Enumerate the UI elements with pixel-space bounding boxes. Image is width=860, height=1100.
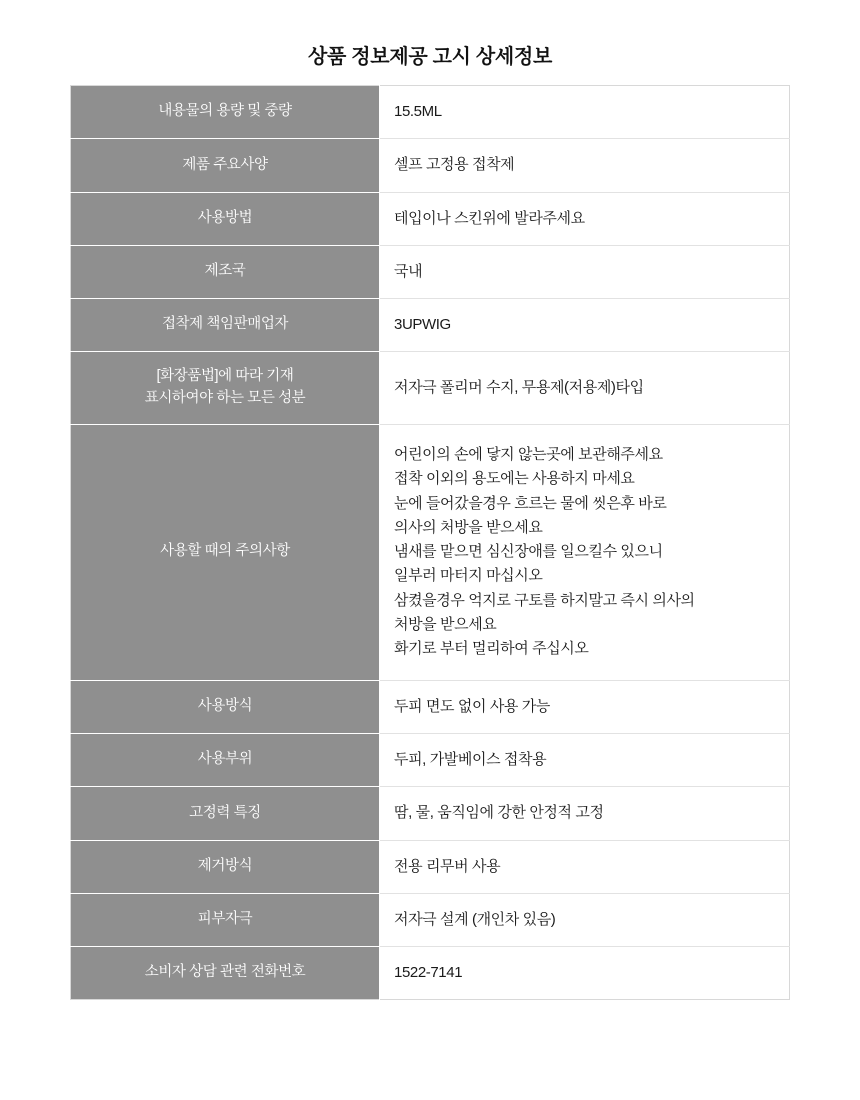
spec-value-line: 15.5ML bbox=[394, 103, 442, 120]
spec-value-cell bbox=[380, 840, 790, 893]
product-info-table bbox=[70, 85, 790, 1000]
spec-value-line: 냄새를 맡으면 심신장애를 일으킬수 있으니 bbox=[394, 543, 663, 561]
spec-value-cell bbox=[380, 424, 790, 680]
spec-value-line: 테입이나 스킨위에 발라주세요 bbox=[394, 209, 585, 227]
spec-label-line: 제품 주요사양 bbox=[182, 156, 268, 173]
spec-value-cell bbox=[380, 947, 790, 1000]
spec-value-cell bbox=[380, 299, 790, 352]
table-row bbox=[71, 299, 790, 352]
spec-label-cell bbox=[71, 947, 380, 1000]
spec-label-cell bbox=[71, 680, 380, 733]
spec-label-cell bbox=[71, 733, 380, 786]
spec-value-line: 땀, 물, 움직임에 강한 안정적 고정 bbox=[394, 804, 604, 822]
spec-value-cell bbox=[380, 787, 790, 840]
spec-label-line: 사용부위 bbox=[197, 751, 253, 768]
spec-value-line: 1522-7141 bbox=[394, 964, 463, 982]
table-row bbox=[71, 840, 790, 893]
page-title: 상품 정보제공 고시 상세정보 bbox=[307, 46, 552, 68]
table-row bbox=[71, 680, 790, 733]
spec-label-cell bbox=[71, 893, 380, 946]
spec-value-line: 전용 리무버 사용 bbox=[394, 857, 501, 875]
table-row bbox=[71, 893, 790, 946]
spec-value-line: 의사의 처방을 받으세요 bbox=[394, 518, 543, 536]
bottom-spacer bbox=[0, 1000, 860, 1100]
spec-label-cell bbox=[71, 245, 380, 298]
spec-value-cell bbox=[380, 192, 790, 245]
spec-label-cell bbox=[71, 139, 380, 192]
spec-label-cell bbox=[71, 787, 380, 840]
spec-label-cell bbox=[71, 86, 380, 139]
spec-value-cell bbox=[380, 86, 790, 139]
table-row bbox=[71, 192, 790, 245]
spec-label-line: 사용방식 bbox=[197, 697, 253, 714]
spec-label-cell bbox=[71, 299, 380, 352]
table-row bbox=[71, 86, 790, 139]
spec-value-line: 국내 bbox=[394, 262, 423, 280]
spec-value-cell bbox=[380, 352, 790, 425]
spec-label-line: 제조국 bbox=[204, 263, 246, 280]
spec-table-body bbox=[71, 86, 790, 1000]
spec-value-line: 눈에 들어갔을경우 흐르는 물에 씻은후 바로 bbox=[394, 494, 667, 512]
spec-label-cell bbox=[71, 840, 380, 893]
spec-label-cell bbox=[71, 352, 380, 425]
spec-value-line: 저자극 설계 (개인차 있음) bbox=[394, 910, 556, 928]
spec-label-line: 표시하여야 하는 모든 성분 bbox=[144, 390, 306, 407]
spec-value-line: 두피 면도 없이 사용 가능 bbox=[394, 697, 550, 715]
table-row bbox=[71, 139, 790, 192]
table-row bbox=[71, 733, 790, 786]
spec-value-line: 접착 이외의 용도에는 사용하지 마세요 bbox=[394, 470, 635, 488]
spec-value-line: 어린이의 손에 닿지 않는곳에 보관해주세요 bbox=[394, 445, 663, 463]
spec-label-cell bbox=[71, 192, 380, 245]
spec-label-line: 고정력 특징 bbox=[189, 804, 261, 821]
spec-value-line: 저자극 폴리머 수지, 무용제(저용제)타입 bbox=[394, 379, 644, 397]
table-row bbox=[71, 424, 790, 680]
spec-label-line: 피부자극 bbox=[197, 911, 253, 928]
spec-value-line: 삼켰을경우 억지로 구토를 하지말고 즉시 의사의 bbox=[394, 591, 695, 609]
table-row bbox=[71, 245, 790, 298]
spec-value-line: 처방을 받으세요 bbox=[394, 616, 497, 634]
spec-label-line: 접착제 책임판매업자 bbox=[161, 316, 289, 333]
spec-label-line: 사용방법 bbox=[197, 209, 253, 226]
spec-value-cell bbox=[380, 245, 790, 298]
table-row bbox=[71, 787, 790, 840]
spec-label-line: 소비자 상담 관련 전화번호 bbox=[144, 964, 306, 981]
spec-label-line: 제거방식 bbox=[197, 857, 253, 874]
spec-table-wrapper bbox=[70, 85, 790, 1000]
spec-label-cell bbox=[71, 424, 380, 680]
spec-value-line: 3UPWIG bbox=[394, 316, 451, 334]
table-row bbox=[71, 352, 790, 425]
spec-label-line: 사용할 때의 주의사항 bbox=[160, 543, 290, 560]
spec-value-line: 일부러 마터지 마십시오 bbox=[394, 567, 543, 585]
table-row bbox=[71, 947, 790, 1000]
spec-value-line: 셀프 고정용 접착제 bbox=[394, 156, 515, 174]
spec-value-cell bbox=[380, 733, 790, 786]
spec-value-cell bbox=[380, 893, 790, 946]
spec-value-cell bbox=[380, 680, 790, 733]
spec-value-cell bbox=[380, 139, 790, 192]
spec-value-line: 화기로 부터 멀리하여 주십시오 bbox=[394, 640, 589, 658]
spec-value-line: 두피, 가발베이스 접착용 bbox=[394, 750, 547, 768]
spec-label-line: [화장품법]에 따라 기재 bbox=[156, 368, 294, 385]
spec-label-line: 내용물의 용량 및 중량 bbox=[158, 103, 292, 120]
